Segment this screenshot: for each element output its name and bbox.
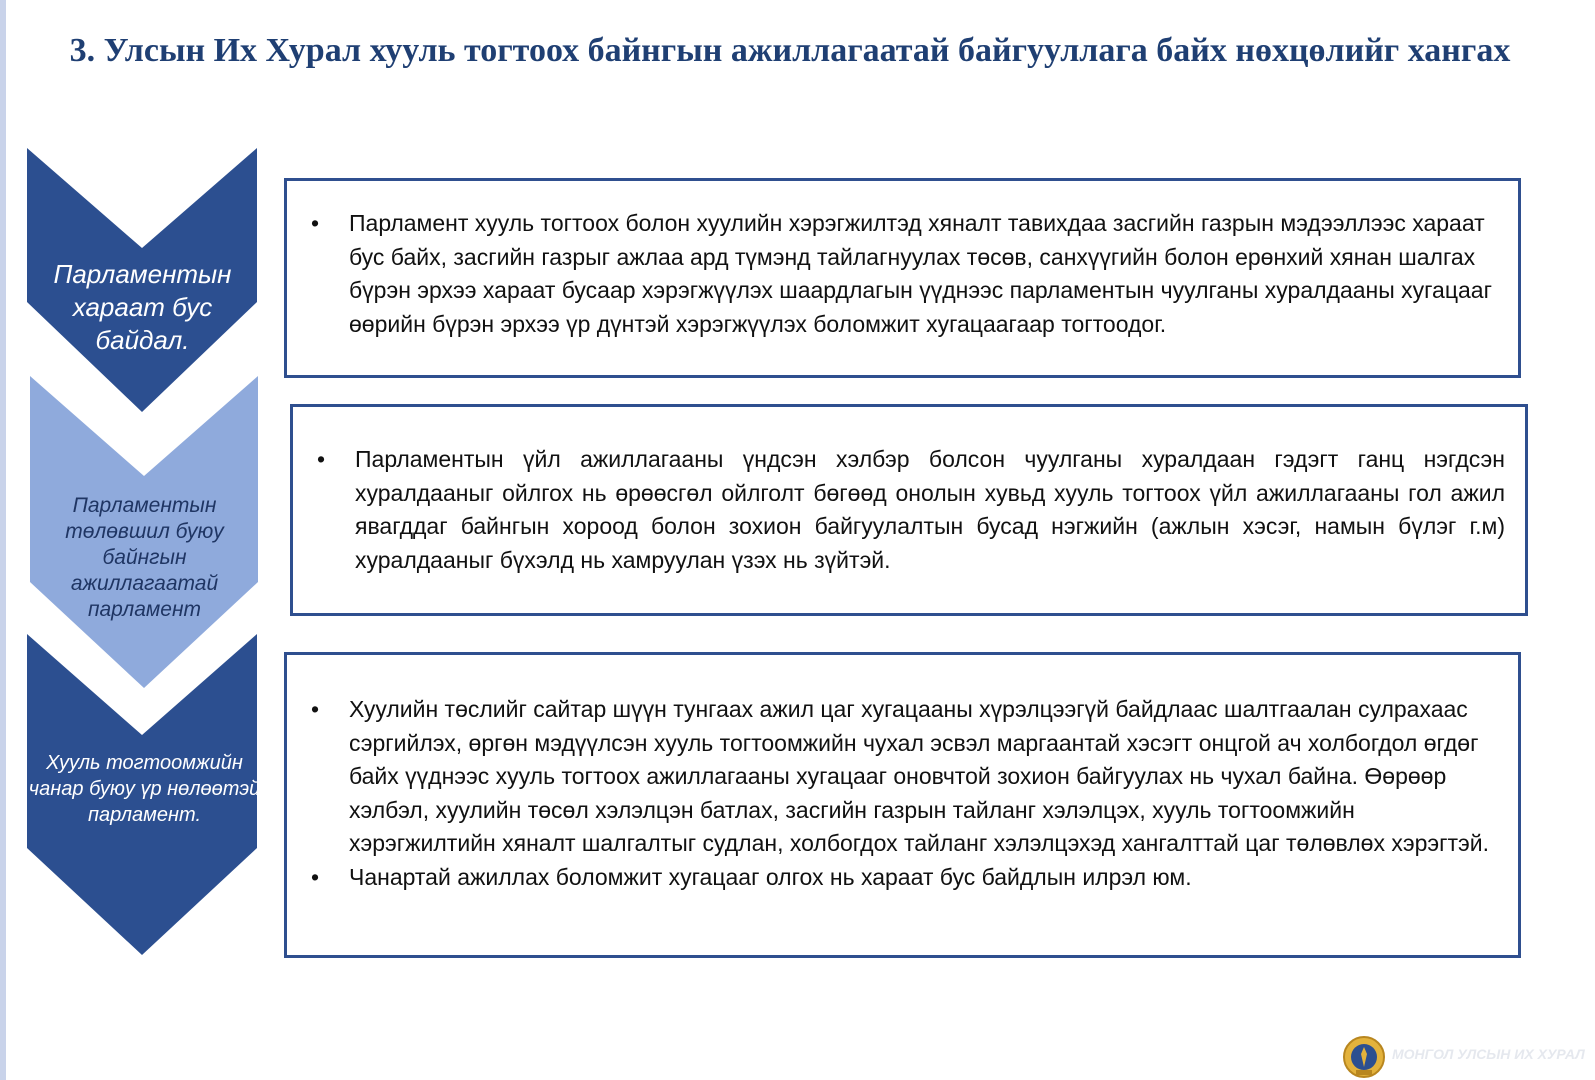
bullet-list [317, 443, 1505, 577]
chevron-1-label: Парламентын хараат бус байдал. [53, 259, 232, 355]
bullet-item: • Хуулийн төслийг сайтар шүүн тунгаах ажил цаг хугацааны хүрэлцээгүй байдлаас шалтгаалан сулрахаас сэргийлэх, өргөн мэдүүлсэн хууль тогтоомжийн чухал эсвэл маргаантай хэсэгт онцгой ач холбогдол өгдөг байх үүднээс хууль тогтоох ажиллагааны хугацааг оновчтой зохион байгуулах нь чухал байна. Өөрөөр хэлбэл, хуулийн төсөл хэлэлцэн батлах, засгийн газрын тайланг хэлэлцэх, хууль тогтоомжийн хэрэгжилтийн хяналт шалгалтыг судлан, холбогдох тайланг хэлэлцэхэд хангалттай цаг төлөвлөх хэрэгтэй. [311, 693, 1498, 861]
bullet-list [311, 207, 1498, 341]
content-box-2 [290, 404, 1528, 616]
bullet-item: • Парламентын үйл ажиллагааны үндсэн хэлбэр болсон чуулганы хуралдаан гэдэгт ганц нэгдсэн хуралдааныг ойлгох нь өрөөсгөл ойлголт бөгөөд онолын хувьд хууль тогтоох үйл ажиллагааны гол ажил явагддаг байнгын хороод болон зохион байгуулалтын бусад нэгжийн (ажлын хэсэг, намын бүлэг г.м) хуралдааныг бүхэлд нь хамруулан үзэх нь зүйтэй. [317, 443, 1505, 577]
chevron-2-label: Парламентын төлөвшил буюу байнгын ажиллагаатай парламент [65, 494, 224, 621]
content-box-1 [284, 178, 1521, 378]
bullet-list [311, 693, 1498, 894]
bullet-item: • Парламент хууль тогтоох болон хуулийн хэрэгжилтэд хяналт тавихдаа засгийн газрын мэдээллээс хараат бус байх, засгийн газрыг ажлаа ард түмэнд тайлагнуулах төсөв, санхүүгийн болон ерөнхий хянан шалгах бүрэн эрхээ хараат бусаар хэрэгжүүлэх шаардлагын үүднээс парламентын чуулганы хуралдааны хугацааг өөрийн бүрэн эрхээ үр дүнтэй хэрэгжүүлэх боломжит хугацаагаар тогтоодог. [311, 207, 1498, 341]
bullet-item: • Чанартай ажиллах боломжит хугацааг олгох нь хараат бус байдлын илрэл юм. [311, 861, 1498, 895]
content-box-3 [284, 652, 1521, 958]
state-emblem-icon [1340, 1035, 1388, 1080]
chevron-3-label: Хууль тогтоомжийн чанар буюу үр нөлөөтэй парламент. [28, 752, 261, 826]
footer-text: МОНГОЛ УЛСЫН ИХ ХУРАЛ [1392, 1046, 1585, 1062]
page-title: 3. Улсын Их Хурал хууль тогтоох байнгын ажиллагаатай байгууллага байх нөхцөлийг хангах [69, 32, 1511, 69]
